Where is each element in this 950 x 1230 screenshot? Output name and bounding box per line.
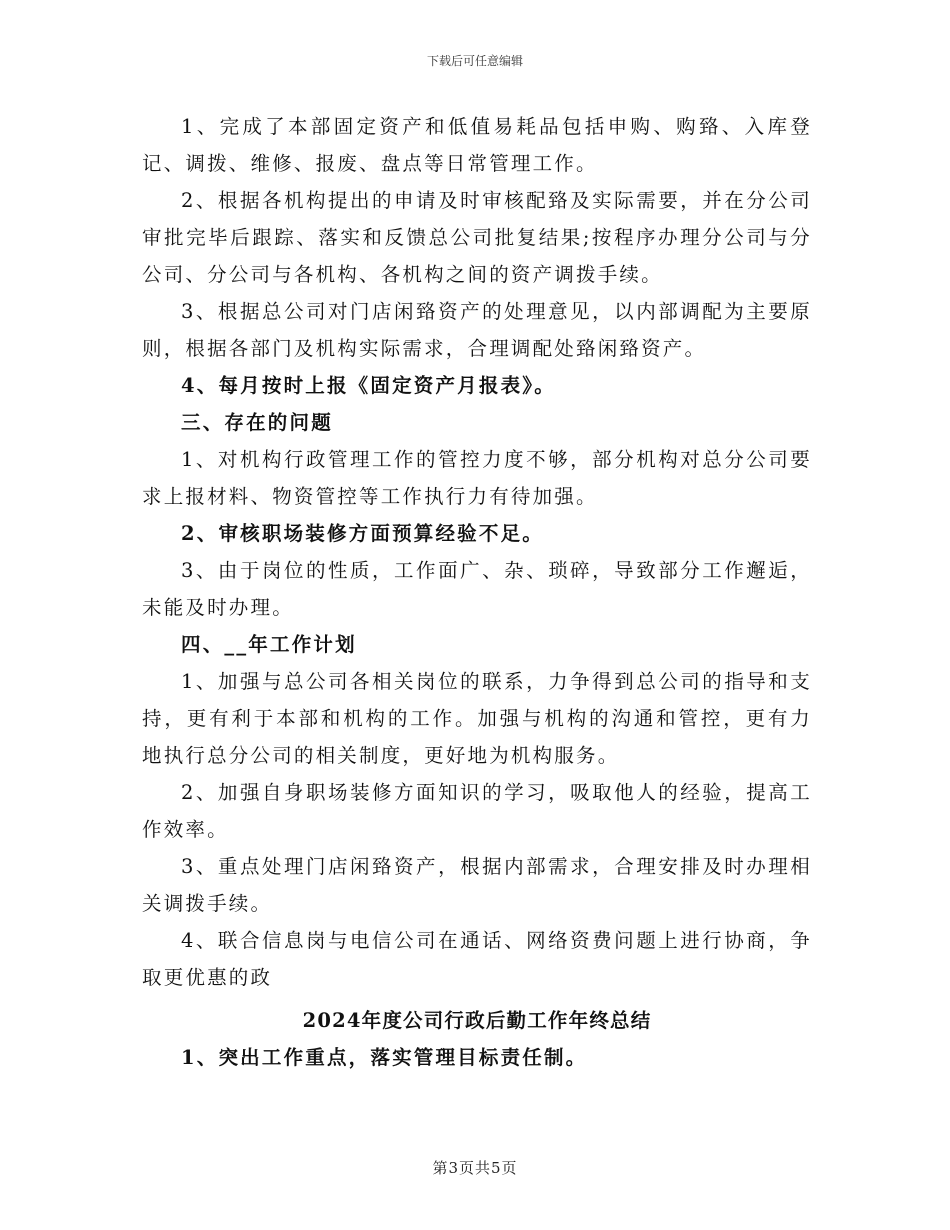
heading-work-plan: 四、__年工作计划 xyxy=(181,633,357,656)
paragraph-plan-2: 2、加强自身职场装修方面知识的学习，吸取他人的经验，提高工作效率。 xyxy=(142,781,812,841)
paragraph-monthly-report: 4、每月按时上报《固定资产月报表》。 xyxy=(181,374,556,397)
page-header: 下载后可任意编辑 xyxy=(426,54,523,68)
paragraph-problem-3: 3、由于岗位的性质，工作面广、杂、琐碎，导致部分工作邂逅，未能及时办理。 xyxy=(142,559,812,619)
section-title: 2024年度公司行政后勤工作年终总结 xyxy=(302,1009,652,1032)
paragraph-problem-2: 2、审核职场装修方面预算经验不足。 xyxy=(181,522,544,545)
paragraph-plan-3: 3、重点处理门店闲臵资产，根据内部需求，合理安排及时办理相关调拨手续。 xyxy=(142,855,812,915)
page-footer: 第3页共5页 xyxy=(432,1159,518,1177)
closing-heading: 1、突出工作重点，落实管理目标责任制。 xyxy=(181,1046,588,1069)
paragraph-idle-assets: 3、根据总公司对门店闲臵资产的处理意见，以内部调配为主要原则，根据各部门及机构实际需求，合理调配处臵闲臵资产。 xyxy=(142,300,812,360)
paragraph-plan-4: 4、联合信息岗与电信公司在通话、网络资费问题上进行协商，争取更优惠的政 xyxy=(142,929,812,989)
document-body xyxy=(142,108,812,1076)
paragraph-asset-approval: 2、根据各机构提出的申请及时审核配臵及实际需要，并在分公司审批完毕后跟踪、落实和反馈总公司批复结果;按程序办理分公司与分公司、分公司与各机构、各机构之间的资产调拨手续。 xyxy=(142,189,812,286)
paragraph-asset-management: 1、完成了本部固定资产和低值易耗品包括申购、购臵、入库登记、调拨、维修、报废、盘点等日常管理工作。 xyxy=(142,115,812,175)
paragraph-plan-1: 1、加强与总公司各相关岗位的联系，力争得到总公司的指导和支持，更有利于本部和机构的工作。加强与机构的沟通和管控，更有力地执行总分公司的相关制度，更好地为机构服务。 xyxy=(142,670,812,767)
heading-existing-problems: 三、存在的问题 xyxy=(181,411,333,434)
paragraph-problem-1: 1、对机构行政管理工作的管控力度不够，部分机构对总分公司要求上报材料、物资管控等工作执行力有待加强。 xyxy=(142,448,812,508)
